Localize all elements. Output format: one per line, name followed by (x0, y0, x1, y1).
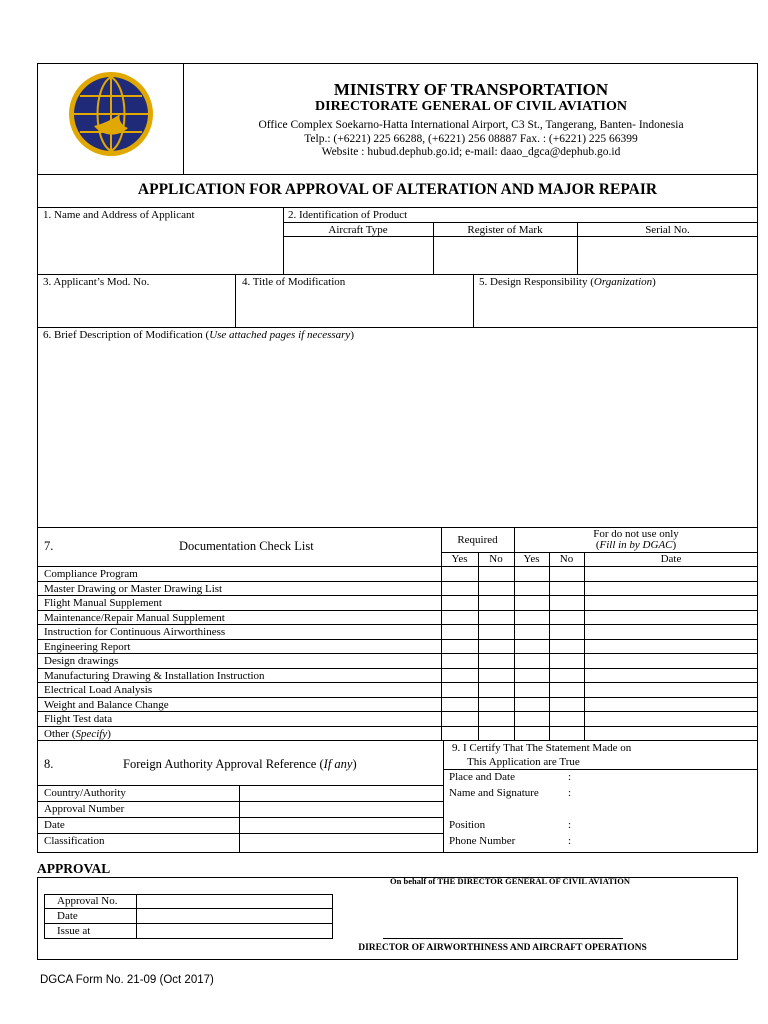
divider (37, 740, 758, 741)
classification-label: Classification (44, 835, 105, 847)
divider (37, 653, 758, 654)
checklist-item: Manufacturing Drawing & Installation Instruction (44, 669, 265, 682)
section2-label: 2. Identification of Product (288, 209, 408, 221)
required-no-header: No (489, 553, 503, 565)
issue-at-label: Issue at (57, 925, 91, 937)
checklist-item: Flight Manual Supplement (44, 597, 162, 609)
date-label: Date (44, 819, 65, 831)
serial-header: Serial No. (645, 224, 690, 236)
divider (37, 610, 758, 611)
dgac-no-header: No (559, 553, 574, 565)
divider (283, 222, 758, 223)
checklist-item-other: Other (Specify) (44, 727, 111, 740)
checklist-item: Flight Test data (44, 713, 113, 725)
section4-label: 4. Title of Modification (242, 276, 346, 288)
position-input[interactable] (576, 818, 756, 832)
section8-title: Foreign Authority Approval Reference (If any) (123, 757, 357, 771)
colon: : (568, 787, 572, 799)
approval-no-input[interactable] (137, 895, 332, 907)
design-responsibility-input[interactable] (474, 290, 757, 326)
section5-label: 5. Design Responsibility (Organization) (479, 276, 656, 288)
section8-number: 8. (44, 757, 54, 771)
checklist-item: Compliance Program (44, 568, 138, 580)
phone-number-label: Phone Number (449, 835, 516, 847)
serial-input[interactable] (578, 237, 757, 274)
approval-date-label: Date (57, 910, 78, 922)
divider (443, 740, 444, 853)
website-text: Website : hubud.dephub.go.id; e-mail: daao_dgca@dephub.go.id (321, 146, 621, 158)
place-date-input[interactable] (576, 770, 756, 784)
divider (37, 624, 758, 625)
colon: : (568, 771, 572, 783)
section7-title: Documentation Check List (179, 539, 314, 553)
country-authority-label: Country/Authority (44, 787, 126, 799)
divider (37, 697, 758, 698)
approval-no-label: Approval No. (57, 895, 118, 907)
classification-input[interactable] (240, 834, 442, 852)
divider (37, 682, 758, 683)
approval-number-label: Approval Number (44, 803, 125, 815)
divider (37, 274, 758, 275)
signatory-title: DIRECTOR OF AIRWORTHINESS AND AIRCRAFT OPERATIONS (358, 943, 647, 953)
required-yes-header: Yes (451, 553, 468, 565)
divider (37, 639, 758, 640)
ministry-title: MINISTRY OF TRANSPORTATION (333, 80, 609, 99)
colon: : (568, 835, 572, 847)
divider (37, 327, 758, 328)
required-header: Required (457, 534, 498, 546)
register-header: Register of Mark (467, 224, 543, 236)
date-input[interactable] (240, 818, 442, 832)
checklist-item: Master Drawing or Master Drawing List (44, 582, 223, 595)
form-title: APPLICATION FOR APPROVAL OF ALTERATION AND MAJOR REPAIR (137, 181, 658, 198)
ministry-logo (66, 68, 156, 160)
name-signature-label: Name and Signature (449, 787, 539, 799)
certify-line2: This Application are True (467, 756, 580, 768)
description-input[interactable] (38, 344, 757, 526)
dgac-yes-header: Yes (523, 553, 540, 565)
divider (37, 581, 758, 582)
divider (37, 595, 758, 596)
section3-label: 3. Applicant’s Mod. No. (43, 276, 150, 288)
divider (37, 711, 758, 712)
checklist-item: Electrical Load Analysis (44, 684, 153, 696)
dgac-date-header: Date (660, 553, 682, 565)
checklist-item: Design drawings (44, 655, 119, 667)
approval-number-input[interactable] (240, 802, 442, 816)
divider (37, 726, 758, 727)
colon: : (568, 819, 572, 831)
place-date-label: Place and Date (449, 771, 515, 783)
name-signature-input[interactable] (576, 786, 756, 816)
directorate-title: DIRECTORATE GENERAL OF CIVIL AVIATION (315, 99, 627, 114)
aircraft-type-header: Aircraft Type (328, 224, 388, 236)
approval-date-input[interactable] (137, 909, 332, 922)
section1-label: 1. Name and Address of Applicant (43, 209, 195, 221)
divider (37, 566, 758, 567)
checklist-item: Engineering Report (44, 640, 131, 653)
name-address-input[interactable] (38, 223, 282, 274)
section7-number: 7. (44, 539, 54, 553)
aircraft-type-input[interactable] (284, 237, 432, 274)
section6-label: 6. Brief Description of Modification (Use attached pages if necessary) (43, 329, 354, 341)
dgac-header-line2: (Fill in by DGAC) (595, 539, 677, 551)
mod-no-input[interactable] (38, 290, 234, 326)
position-label: Position (449, 819, 486, 831)
divider (37, 207, 758, 208)
divider (37, 668, 758, 669)
checklist-item: Maintenance/Repair Manual Supplement (44, 611, 225, 624)
signature-line (383, 938, 623, 939)
divider (37, 174, 758, 175)
title-of-modification-input[interactable] (236, 290, 472, 326)
certify-line1: 9. I Certify That The Statement Made on (452, 742, 632, 754)
approval-heading: APPROVAL (37, 861, 111, 876)
address-text: Office Complex Soekarno-Hatta International Airport, C3 St., Tangerang, Banten- Indonesia (258, 119, 684, 131)
form-number: DGCA Form No. 21-09 (Oct 2017) (40, 974, 214, 986)
checklist-item: Weight and Balance Change (44, 698, 169, 711)
checklist-item: Instruction for Continuous Airworthiness (44, 626, 226, 638)
phone-number-input[interactable] (576, 834, 756, 852)
country-authority-input[interactable] (240, 786, 442, 800)
on-behalf-text: On behalf of THE DIRECTOR GENERAL OF CIVIL AVIATION (390, 876, 630, 886)
issue-at-input[interactable] (137, 924, 332, 938)
register-input[interactable] (434, 237, 576, 274)
phone-text: Telp.: (+6221) 225 66288, (+6221) 256 08887 Fax. : (+6221) 225 66399 (304, 133, 638, 145)
dgac-header-line1: For do not use only (593, 528, 679, 540)
